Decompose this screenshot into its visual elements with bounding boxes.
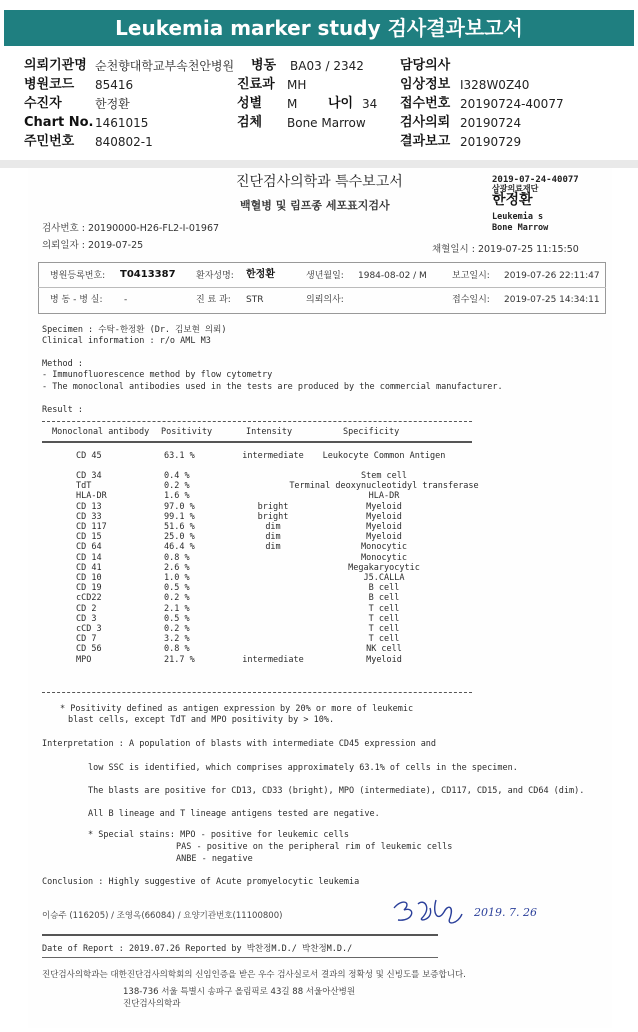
antibody-cell: CD 15 — [76, 532, 102, 543]
stamp-test: Leukemia s — [492, 212, 544, 222]
clinical-info-label: 임상정보 — [400, 77, 451, 92]
positivity-cell: 0.8 % — [164, 552, 190, 563]
reg-no-value: T0413387 — [120, 269, 176, 280]
specificity-cell: NK cell — [366, 644, 402, 655]
specificity-cell: Leukocyte Common Antigen — [322, 451, 446, 461]
antibody-cell: CD 13 — [76, 501, 102, 512]
specificity-cell: T cell — [368, 624, 400, 634]
antibody-cell: CD 2 — [76, 603, 97, 614]
col-positivity: Positivity — [161, 427, 213, 437]
specificity-cell: T cell — [368, 603, 400, 614]
positivity-cell: 0.2 % — [164, 481, 190, 492]
antibody-cell: TdT — [76, 481, 92, 492]
positivity-cell: 2.6 % — [164, 562, 190, 573]
specificity-cell: HLA-DR — [368, 491, 400, 502]
dob-label: 생년월일: — [306, 271, 344, 281]
intensity-cell: intermediate — [242, 451, 304, 461]
specificity-cell: Myeloid — [366, 654, 402, 665]
antibody-cell: CD 45 — [76, 451, 102, 461]
hospital-code-value: 85416 — [95, 78, 134, 92]
report-rule-bottom — [42, 957, 438, 958]
stamp-name: 한정환 — [492, 192, 533, 208]
rrn-value: 840802-1 — [95, 135, 153, 149]
specificity-cell: Terminal deoxynucleotidyl transferase — [289, 481, 479, 492]
positivity-cell: 1.6 % — [164, 491, 190, 502]
patient-name-label: 환자성명: — [196, 271, 234, 281]
clinical-info-line: Clinical information : r/o AML M3 — [42, 336, 211, 346]
collect-datetime: 채혈일시 : 2019-07-25 11:15:50 — [432, 244, 579, 255]
footer-dept: 진단검사의학과 — [123, 999, 181, 1009]
specimen-line: Specimen : 수탁-한정환 (Dr. 김보현 의뢰) — [42, 325, 227, 335]
receipt-datetime-value: 2019-07-25 14:34:11 — [504, 295, 600, 305]
signature-date: 2019. 7. 26 — [474, 906, 537, 919]
table-header-rule — [42, 441, 472, 445]
positivity-cell: 1.0 % — [164, 573, 190, 583]
intensity-cell: dim — [265, 532, 281, 543]
specimen-value: Bone Marrow — [287, 116, 366, 130]
receipt-datetime-label: 접수일시: — [452, 295, 490, 305]
stamp-id: 2019-07-24-40077 — [492, 175, 579, 185]
sex-label: 성별 — [237, 96, 263, 111]
special-stain-3: ANBE - negative — [176, 854, 253, 864]
specificity-cell: Myeloid — [366, 501, 402, 512]
request-date: 의뢰일자 : 2019-07-25 — [42, 240, 144, 251]
date-of-report: Date of Report : 2019.07.26 Reported by 박찬정M.D./ 박찬정M.D./ — [42, 944, 353, 954]
positivity-cell: 51.6 % — [164, 522, 195, 532]
title-bar — [0, 0, 638, 52]
intensity-cell: dim — [265, 522, 281, 532]
dob-value: 1984-08-02 / M — [358, 271, 427, 281]
specificity-cell: Myeloid — [366, 532, 402, 543]
specificity-cell: T cell — [368, 634, 400, 645]
specificity-cell: Monocytic — [360, 552, 408, 563]
age-label: 나이 — [328, 96, 354, 111]
report-datetime-label: 보고일시: — [452, 271, 490, 281]
doctor-label: 담당의사 — [400, 58, 451, 73]
stamp-specimen: Bone Marrow — [492, 223, 549, 233]
antibody-cell: CD 19 — [76, 583, 102, 594]
antibody-cell: cCD22 — [76, 593, 102, 604]
hospital-code-label: 병원코드 — [24, 77, 75, 92]
antibody-cell: CD 14 — [76, 552, 102, 563]
antibody-cell: CD 56 — [76, 644, 102, 655]
table-top-rule — [42, 421, 472, 422]
positivity-cell: 99.1 % — [164, 511, 195, 522]
institution-label: 의뢰기관명 — [24, 58, 87, 73]
receipt-no-label: 접수번호 — [400, 96, 451, 111]
table-bottom-rule — [42, 692, 472, 693]
special-stain-1: * Special stains: MPO - positive for leukemic cells — [88, 830, 349, 840]
specificity-cell: J5.CALLA — [363, 573, 405, 583]
antibody-cell: CD 34 — [76, 471, 102, 481]
receipt-no-value: 20190724-40077 — [460, 97, 564, 111]
ward-value: BA03 / 2342 — [290, 59, 364, 73]
positivity-cell: 0.4 % — [164, 471, 190, 481]
positivity-cell: 0.5 % — [164, 583, 190, 594]
positivity-cell: 25.0 % — [164, 532, 195, 543]
ward-room-label: 병 동 - 병 실: — [50, 295, 103, 305]
chart-value: 1461015 — [95, 116, 149, 130]
report-title: Leukemia marker study 검사결과보고서 — [4, 10, 634, 46]
method-title: Method : — [42, 359, 83, 369]
antibody-cell: HLA-DR — [76, 491, 107, 502]
positivity-cell: 0.8 % — [164, 644, 190, 655]
col-intensity: Intensity — [246, 427, 293, 437]
footnote-1: * Positivity defined as antigen expression by 20% or more of leukemic — [60, 704, 414, 714]
antibody-cell: CD 10 — [76, 573, 102, 583]
footnote-2: blast cells, except TdT and MPO positivity by > 10%. — [68, 715, 335, 725]
specificity-cell: Megakaryocytic — [348, 562, 420, 573]
patient-label: 수진자 — [24, 96, 62, 111]
antibody-cell: MPO — [76, 654, 92, 665]
header-info — [0, 52, 638, 158]
interpretation-4: All B lineage and T lineage antigens tested are negative. — [88, 809, 380, 819]
positivity-cell: 97.0 % — [164, 501, 195, 512]
result-date-label: 결과보고 — [400, 134, 451, 149]
patient-name-value: 한정환 — [246, 269, 275, 280]
dept-label: 진 료 과: — [196, 295, 231, 305]
signature-icon — [388, 894, 468, 928]
positivity-cell: 0.2 % — [164, 593, 190, 604]
divider — [0, 160, 638, 168]
antibody-cell: CD 64 — [76, 542, 102, 553]
specificity-cell: B cell — [368, 583, 400, 594]
exam-date-value: 20190724 — [460, 116, 522, 130]
specificity-cell: T cell — [368, 613, 400, 624]
report-subheading: 백혈병 및 림프종 세포표지검사 — [240, 199, 390, 212]
antibody-cell: cCD 3 — [76, 624, 102, 634]
specificity-cell: Stem cell — [360, 471, 408, 481]
footer-certification: 진단검사의학과는 대한진단검사의학회의 신임인증을 받은 우수 검사실로서 결과의 정확성 및 신빙도를 보증합니다. — [42, 970, 466, 980]
specificity-cell: B cell — [368, 593, 400, 604]
exam-number: 검사번호 : 20190000-H26-FL2-I-01967 — [42, 223, 220, 234]
intensity-cell: dim — [265, 542, 281, 553]
chart-label: Chart No. — [24, 115, 94, 130]
scanned-report — [28, 168, 612, 1028]
intensity-cell: intermediate — [242, 654, 304, 665]
signers: 이승주 (116205) / 조영옥(66084) / 요양기관번호(11100800) — [42, 911, 283, 921]
antibody-cell: CD 7 — [76, 634, 97, 645]
sex-value: M — [287, 97, 298, 111]
specificity-cell: Myeloid — [366, 522, 402, 532]
age-value: 34 — [362, 97, 378, 111]
report-datetime-value: 2019-07-26 22:11:47 — [504, 271, 600, 281]
footer-address: 138-736 서울 특별시 송파구 올림픽로 43길 88 서울아산병원 — [123, 987, 356, 997]
specimen-label: 검체 — [237, 115, 263, 130]
ward-room-value: - — [124, 295, 128, 305]
positivity-cell: 63.1 % — [164, 451, 195, 461]
specificity-cell: Myeloid — [366, 511, 402, 522]
interpretation-2: low SSC is identified, which comprises approximately 63.1% of cells in the specimen. — [88, 763, 518, 773]
method-line-2: - The monoclonal antibodies used in the tests are produced by the commercial manufacturer. — [42, 382, 503, 392]
institution-value: 순천향대학교부속천안병원 — [95, 59, 235, 73]
positivity-cell: 21.7 % — [164, 654, 195, 665]
specificity-cell: Monocytic — [360, 542, 408, 553]
dept-value: STR — [246, 295, 264, 305]
result-date-value: 20190729 — [460, 135, 522, 149]
method-line-1: - Immunofluorescence method by flow cytometry — [42, 370, 273, 380]
positivity-cell: 0.2 % — [164, 624, 190, 634]
exam-date-label: 검사의뢰 — [400, 115, 451, 130]
antibody-cell: CD 41 — [76, 562, 102, 573]
clinical-info-value: I328W0Z40 — [460, 78, 530, 92]
interpretation-3: The blasts are positive for CD13, CD33 (bright), MPO (intermediate), CD117, CD15, and CD64 (dim). — [88, 786, 585, 796]
col-antibody: Monoclonal antibody — [52, 427, 150, 437]
antibody-cell: CD 33 — [76, 511, 102, 522]
intensity-cell: bright — [257, 511, 289, 522]
result-title: Result : — [42, 405, 83, 415]
dept-label: 진료과 — [237, 77, 275, 92]
antibody-cell: CD 3 — [76, 613, 97, 624]
antibody-cell: CD 117 — [76, 522, 107, 532]
positivity-cell: 2.1 % — [164, 603, 190, 614]
dept-value: MH — [287, 78, 307, 92]
interpretation-1: Interpretation : A population of blasts with intermediate CD45 expression and — [42, 739, 437, 749]
col-specificity: Specificity — [343, 427, 400, 437]
reg-no-label: 병원등록번호: — [50, 271, 106, 281]
patient-value: 한정환 — [95, 97, 130, 111]
rrn-label: 주민번호 — [24, 134, 75, 149]
report-heading: 진단검사의학과 특수보고서 — [236, 174, 403, 190]
intensity-cell: bright — [257, 501, 289, 512]
conclusion: Conclusion : Highly suggestive of Acute promyelocytic leukemia — [42, 877, 360, 887]
positivity-cell: 0.5 % — [164, 613, 190, 624]
special-stain-2: PAS - positive on the peripheral rim of leukemic cells — [176, 842, 453, 852]
stamp-org: 삼광의료재단 — [492, 184, 539, 193]
ward-label: 병동 — [251, 58, 277, 73]
report-rule — [42, 934, 438, 938]
patient-box-divider — [38, 287, 606, 288]
positivity-cell: 46.4 % — [164, 542, 195, 553]
req-doctor-label: 의뢰의사: — [306, 295, 344, 305]
positivity-cell: 3.2 % — [164, 634, 190, 645]
